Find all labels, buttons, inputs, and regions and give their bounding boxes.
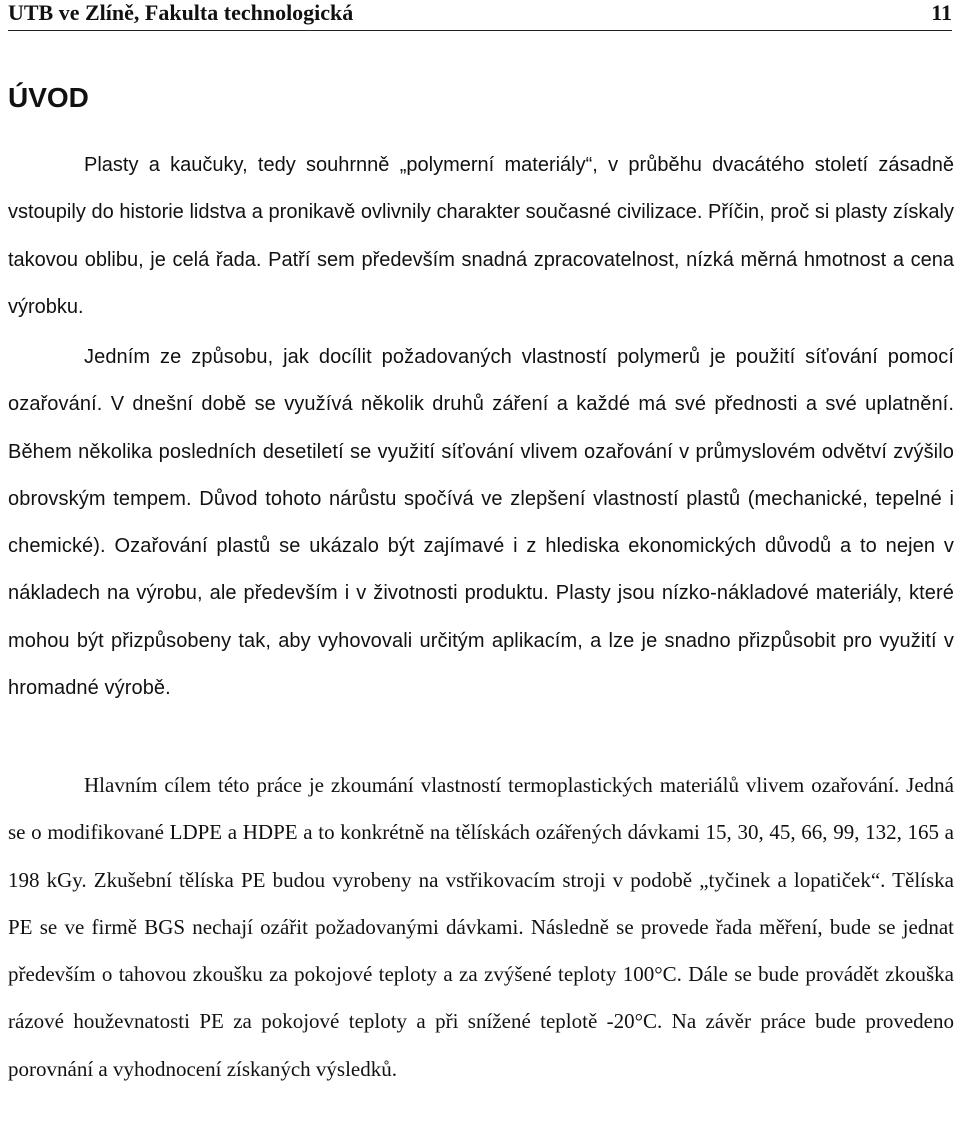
running-header <box>8 0 952 31</box>
section-title: ÚVOD <box>8 82 89 113</box>
paragraph-irradiation: Jedním ze způsobu, jak docílit požadovaných vlastností polymerů je použití síťování pomocí ozařování. V dnešní době se využívá několik druhů záření a každé má své přednosti a své uplatnění. Během několika posledních desetiletí se využití síťování vlivem ozařování v průmyslovém odvětví zvýšilo obrovským tempem. Důvod tohoto nárůstu spočívá ve zlepšení vlastností plastů (mechanické, tepelné i chemické). Ozařování plastů se ukázalo být zajímavé i z hlediska ekonomických důvodů a to nejen v nákladech na výrobu, ale především i v životnosti produktu. Plasty jsou nízko-nákladové materiály, které mohou být přizpůsobeny tak, aby vyhovovali určitým aplikacím, a lze je snadno přizpůsobit pro využití v hromadné výrobě. <box>8 346 954 700</box>
paragraph-goal: Hlavním cílem této práce je zkoumání vlastností termoplastických materiálů vlivem ozařování. Jedná se o modifikované LDPE a HDPE a to konkrétně na tělískách ozářených dávkami 15, 30, 45, 66, 99, 132, 165 a 198 kGy. Zkušební tělíska PE budou vyrobeny na vstřikovacím stroji v podobě „tyčinek a lopatiček“. Tělíska PE se ve firmě BGS nechají ozářit požadovanými dávkami. Následně se provede řada měření, bude se jednat především o tahovou zkoušku za pokojové teploty a za zvýšené teploty 100°C. Dále se bude provádět zkouška rázové houževnatosti PE za pokojové teploty a při snížené teplotě -20°C. Na závěr práce bude provedeno porovnání a vyhodnocení získaných výsledků. <box>8 773 954 1081</box>
header-institution: UTB ve Zlíně, Fakulta technologická <box>8 0 354 25</box>
header-page-number: 11 <box>931 0 952 25</box>
paragraph-introduction: Plasty a kaučuky, tedy souhrnně „polymerní materiály“, v průběhu dvacátého století zásadně vstoupily do historie lidstva a pronikavě ovlivnily charakter současné civilizace. Příčin, proč si plasty získaly takovou oblibu, je celá řada. Patří sem především snadná zpracovatelnost, nízká měrná hmotnost a cena výrobku. <box>8 154 954 318</box>
